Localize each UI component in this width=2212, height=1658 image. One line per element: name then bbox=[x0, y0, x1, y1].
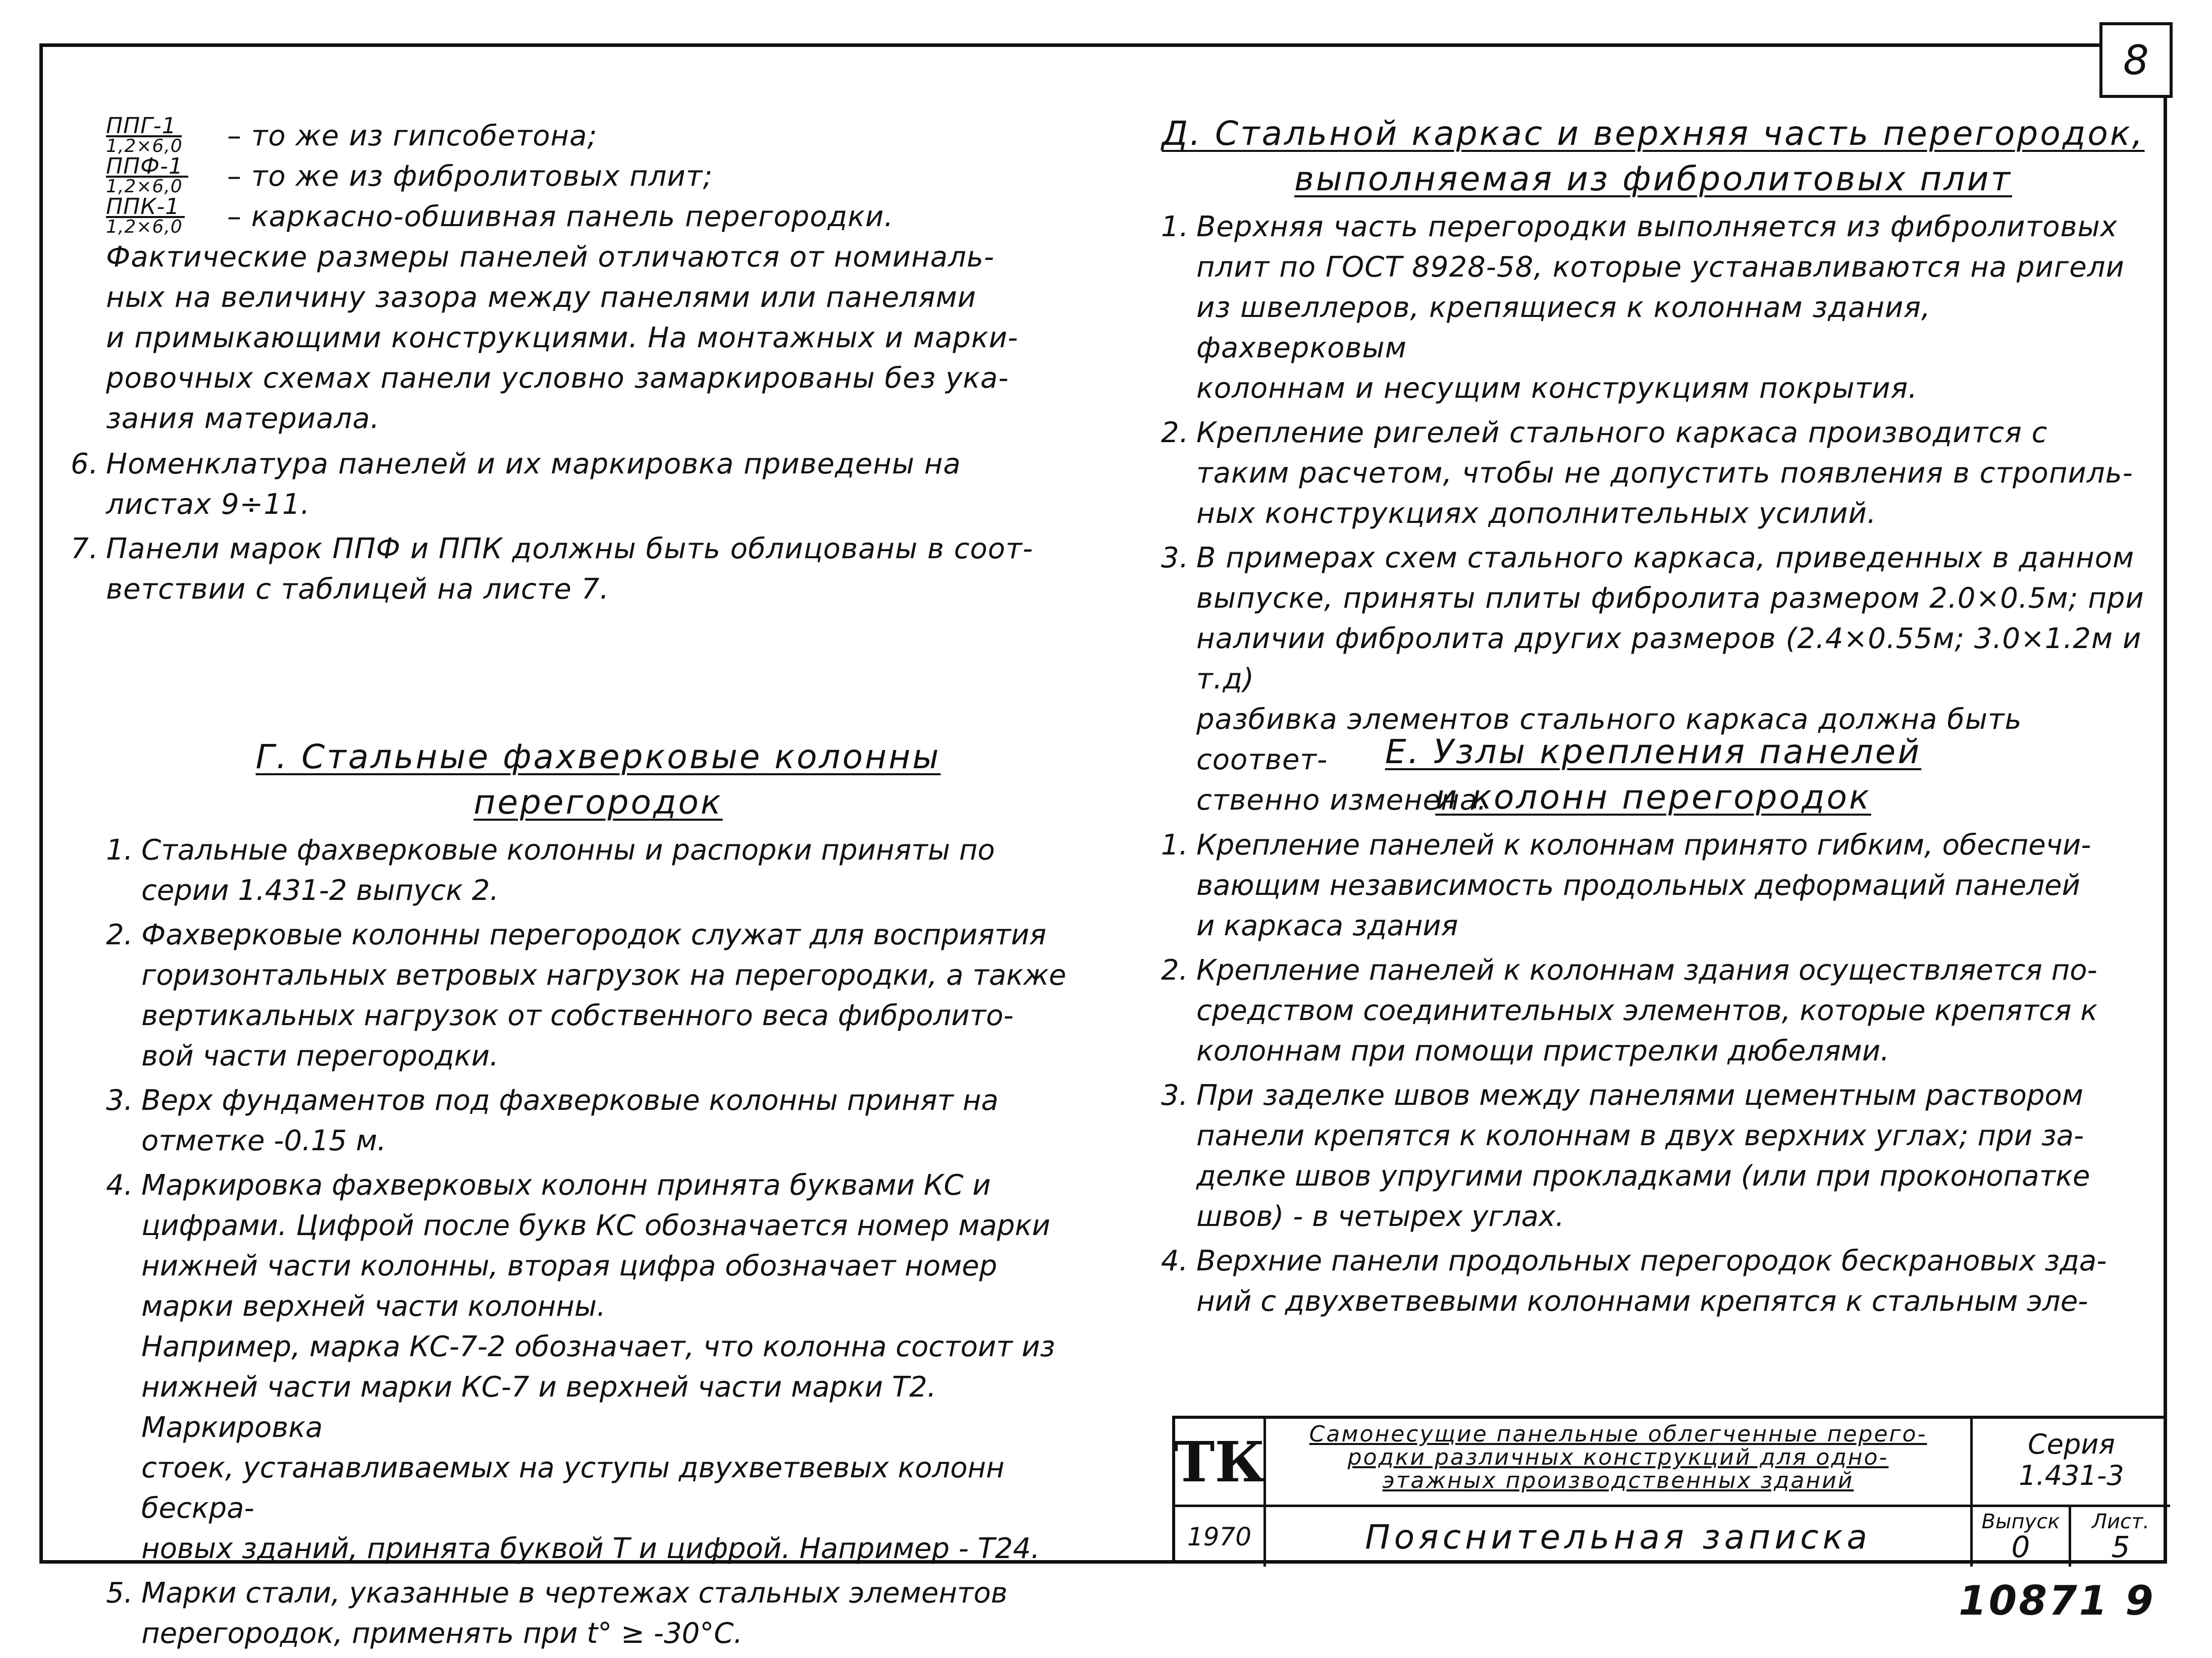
vypusk-label: Выпуск bbox=[1981, 1510, 2060, 1533]
item-text: Верхняя часть перегородки выполняется из фибролитовых плит по ГОСТ 8928-58, которые устанавливаются на ригели из швеллеров, крепящиеся к колоннам здания, фахверковым колоннам и несущим конструкциям покрытия. bbox=[1196, 210, 2125, 405]
item-number: 7. bbox=[71, 532, 99, 565]
list-item bbox=[1161, 825, 2145, 946]
archive-number: 10871 9 bbox=[1959, 1577, 2155, 1624]
section-d-items bbox=[1161, 207, 2145, 821]
panel-notation-list bbox=[106, 113, 1090, 237]
document-title: Пояснительная записка bbox=[1266, 1507, 1973, 1567]
panel-mark: ППК-1 bbox=[106, 198, 185, 218]
list-item bbox=[1161, 413, 2145, 534]
panel-mark: ППГ-1 bbox=[106, 117, 182, 137]
list-item bbox=[106, 915, 1090, 1077]
year-cell: 1970 bbox=[1175, 1507, 1266, 1567]
item-text: При заделке швов между панелями цементным раствором панели крепятся к колоннам в двух верхних углах; при за- делке швов упругими прокладками (или при проконопатке швов) - в четырех углах. bbox=[1196, 1079, 2090, 1233]
panel-fraction bbox=[106, 113, 207, 156]
item-number: 3. bbox=[1161, 1079, 1188, 1112]
item-number: 4. bbox=[1161, 1245, 1188, 1277]
project-description bbox=[1266, 1419, 1973, 1507]
item-number: 1. bbox=[106, 834, 133, 867]
list-item bbox=[71, 444, 1090, 525]
left-items-list bbox=[71, 444, 1090, 610]
item-text: Маркировка фахверковых колонн принята буквами КС и цифрами. Цифрой после букв КС обозначается номер марки нижней части колонны, вторая цифра обозначает номер марки верхней части колонны. Например, марка КС-7-2 обозначает, что колонна состоит из нижней части марки КС-7 и верхней части марки Т2. Маркировка стоек, устанавливаемых на уступы двухветвевых колонн бескра- новых зданий, принята буквой Т и цифрой. Например - Т24. bbox=[141, 1169, 1056, 1565]
item-number: 1. bbox=[1161, 210, 1189, 243]
item-number: 1. bbox=[1161, 829, 1188, 862]
panel-notation-row bbox=[106, 153, 1090, 197]
list-item bbox=[106, 1165, 1090, 1569]
panel-description: – каркасно-обшивная панель перегородки. bbox=[227, 200, 894, 233]
item-number: 4. bbox=[106, 1169, 133, 1202]
item-number: 2. bbox=[1161, 416, 1189, 449]
item-text: Стальные фахверковые колонны и распорки приняты по серии 1.431-2 выпуск 2. bbox=[141, 834, 995, 907]
item-text: Верхние панели продольных перегородок бескрановых зда- ний с двухветвевыми колоннами крепятся к стальным эле- bbox=[1196, 1245, 2107, 1318]
panel-description: – то же из фибролитовых плит; bbox=[227, 160, 713, 193]
item-text: Верх фундаментов под фахверковые колонны принят на отметке -0.15 м. bbox=[141, 1084, 998, 1157]
left-top-block bbox=[71, 113, 1090, 614]
panel-size: 1,2×6,0 bbox=[106, 136, 183, 156]
series-cell bbox=[1973, 1419, 2170, 1507]
project-description-text: Самонесущие панельные облегченные перего- родки различных конструкций для одно- этажных производственных зданий bbox=[1309, 1421, 1927, 1493]
vypusk-cell bbox=[1973, 1507, 2071, 1567]
list-item bbox=[1161, 950, 2145, 1072]
item-text: Панели марок ППФ и ППК должны быть облицованы в соот- ветствии с таблицей на листе 7. bbox=[106, 532, 1033, 606]
list-value: 5 bbox=[2111, 1530, 2130, 1564]
list-item bbox=[1161, 1076, 2145, 1237]
vypusk-value: 0 bbox=[2011, 1530, 2030, 1564]
title-block bbox=[1172, 1416, 2167, 1564]
list-item bbox=[71, 529, 1090, 610]
list-item bbox=[106, 1573, 1090, 1654]
item-text: Крепление панелей к колоннам принято гибким, обеспечи- вающим независимость продольных деформаций панелей и каркаса здания bbox=[1196, 829, 2091, 942]
item-text: Крепление панелей к колоннам здания осуществляется по- средством соединительных элементов, которые крепятся к колоннам при помощи пристрелки дюбелями. bbox=[1196, 954, 2098, 1067]
section-e bbox=[1161, 729, 2145, 1326]
section-e-items bbox=[1161, 825, 2145, 1322]
section-d-heading: Д. Стальной каркас и верхняя часть перегородок, выполняемая из фибролитовых плит bbox=[1162, 114, 2145, 198]
panel-notation-row bbox=[106, 113, 1090, 156]
item-number: 3. bbox=[106, 1084, 133, 1117]
corner-sheet-number: 8 bbox=[2099, 22, 2173, 98]
panel-notation-row bbox=[106, 194, 1090, 237]
dimensions-paragraph: Фактические размеры панелей отличаются от номиналь- ных на величину зазора между панелями или панелями и примыкающими конструкциями. На монтажных и марки- ровочных схемах панели условно замаркированы без ука- зания материала. bbox=[106, 241, 1019, 435]
tk-logo: ТК bbox=[1175, 1419, 1266, 1507]
list-item bbox=[1161, 207, 2145, 409]
item-text: Крепление ригелей стального каркаса производится с таким расчетом, чтобы не допустить появления в стропиль- ных конструкциях дополнительных усилий. bbox=[1196, 416, 2133, 530]
item-number: 2. bbox=[106, 919, 133, 951]
list-item bbox=[106, 1081, 1090, 1161]
panel-fraction bbox=[106, 153, 207, 197]
panel-mark: ППФ-1 bbox=[106, 157, 188, 178]
panel-size: 1,2×6,0 bbox=[106, 217, 183, 237]
list-cell bbox=[2071, 1507, 2170, 1567]
section-g bbox=[106, 734, 1090, 1658]
section-g-heading: Г. Стальные фахверковые колонны перегородок bbox=[255, 737, 941, 822]
panel-fraction bbox=[106, 194, 207, 237]
panel-description: – то же из гипсобетона; bbox=[227, 120, 598, 152]
item-text: Фахверковые колонны перегородок служат для восприятия горизонтальных ветровых нагрузок на перегородки, а также вертикальных нагрузок от собственного веса фибролито- вой части перегородки. bbox=[141, 919, 1067, 1073]
item-number: 3. bbox=[1161, 542, 1189, 574]
item-number: 5. bbox=[106, 1577, 133, 1610]
list-label: Лист. bbox=[2091, 1510, 2150, 1533]
item-number: 2. bbox=[1161, 954, 1188, 987]
section-e-heading: Е. Узлы крепления панелей и колонн перегородок bbox=[1385, 732, 1922, 817]
series-value: 1.431-3 bbox=[2019, 1460, 2124, 1491]
series-label: Серия bbox=[2028, 1428, 2115, 1460]
section-g-items bbox=[106, 830, 1090, 1654]
item-number: 6. bbox=[71, 448, 99, 480]
panel-size: 1,2×6,0 bbox=[106, 176, 183, 197]
item-text: В примерах схем стального каркаса, приведенных в данном выпуске, приняты плиты фибролита размером 2.0×0.5м; при наличии фибролита других размеров (2.4×0.55м; 3.0×1.2м и т.д) разбивка элементов стального каркаса должна быть соответ- ственно изменена. bbox=[1196, 542, 2144, 817]
item-text: Марки стали, указанные в чертежах стальных элементов перегородок, применять при t° ≥ -30°С. bbox=[141, 1577, 1008, 1650]
list-item bbox=[106, 830, 1090, 911]
section-d bbox=[1161, 111, 2145, 825]
item-text: Номенклатура панелей и их маркировка приведены на листах 9÷11. bbox=[106, 448, 961, 521]
list-item bbox=[1161, 1241, 2145, 1322]
